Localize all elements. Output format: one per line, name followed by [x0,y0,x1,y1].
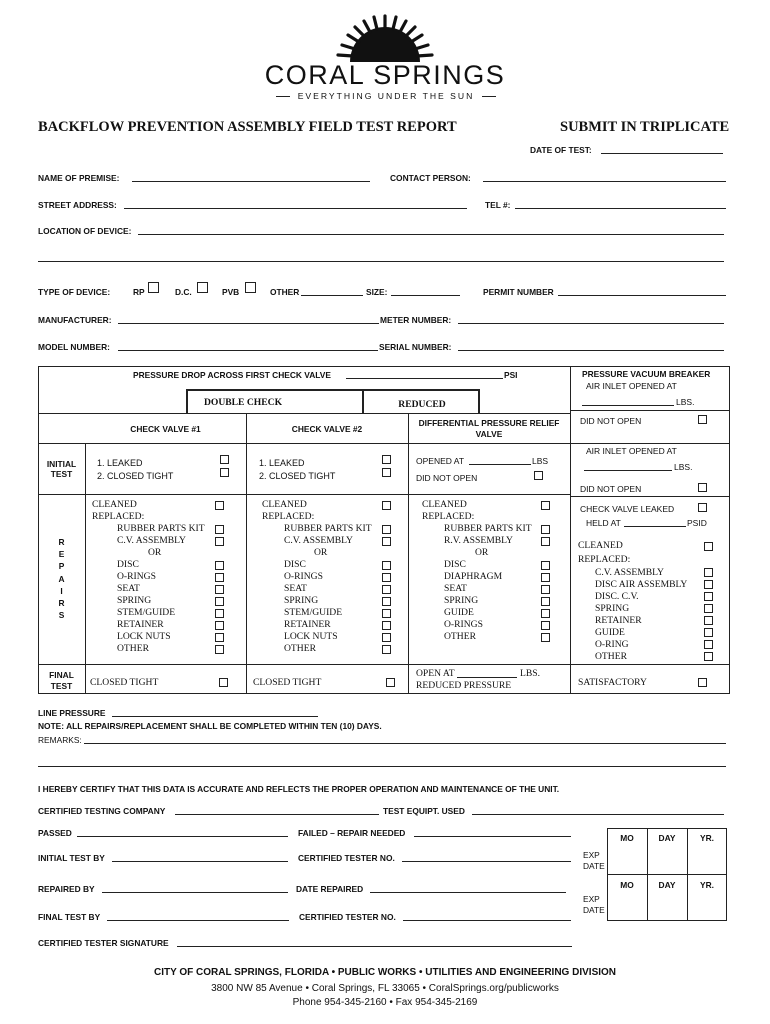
psi-label: PSI [504,370,518,380]
cv2-final-closed-tight-checkbox[interactable] [386,678,395,687]
cv1-retainer-checkbox[interactable] [215,621,224,630]
cv2-other-checkbox[interactable] [382,645,391,654]
cv2-closed-tight-checkbox[interactable] [382,468,391,477]
location-of-device-field-2[interactable] [38,261,724,262]
diff-relief-header-2: VALVE [475,429,503,439]
cv2-replaced-label: REPLACED: [262,511,315,522]
rv-diaphragm-label: DIAPHRAGM [444,571,503,582]
rv-disc-label: DISC [444,559,466,570]
cv2-orings-checkbox[interactable] [382,573,391,582]
cv2-stem-checkbox[interactable] [382,609,391,618]
cv1-seat-checkbox[interactable] [215,585,224,594]
footer-city: CITY OF CORAL SPRINGS, FLORIDA • PUBLIC WORKS • UTILITIES AND ENGINEERING DIVISION [153,967,617,978]
pvb-satisfactory-label: SATISFACTORY [578,677,647,688]
final-test-by-field[interactable] [107,920,289,921]
cv2-cleaned-label: CLEANED [262,499,307,510]
pvb-retainer-checkbox[interactable] [704,616,713,625]
pvb-did-not-open-2-checkbox[interactable] [698,483,707,492]
cv1-disc-label: DISC [117,559,139,570]
pvb-did-not-open-2-label: DID NOT OPEN [580,484,642,494]
pvb-disc-air-label: DISC AIR ASSEMBLY [595,579,688,590]
rv-did-not-open-label: DID NOT OPEN [416,473,478,483]
day-header-2: DAY [658,880,676,890]
pvb-title: PRESSURE VACUUM BREAKER [582,369,711,379]
tester-signature-label: CERTIFIED TESTER SIGNATURE [38,938,169,948]
serial-number-field[interactable] [458,350,724,351]
permit-number-label: PERMIT NUMBER [483,287,554,297]
cv2-cv-assembly-checkbox[interactable] [382,537,391,546]
pvb-held-at-label: HELD AT [586,518,621,528]
exp-date-label-2: DATE [583,905,605,915]
pvb-spring-label: SPRING [595,603,630,614]
cv2-spring-checkbox[interactable] [382,597,391,606]
cv2-seat-checkbox[interactable] [382,585,391,594]
certified-tester-no-2-field[interactable] [403,920,571,921]
cv2-disc-label: DISC [284,559,306,570]
rv-diaphragm-checkbox[interactable] [541,573,550,582]
certify-statement: I HEREBY CERTIFY THAT THIS DATA IS ACCURATE AND REFLECTS THE PROPER OPERATION AND MAINTENANCE OF THE UNIT. [38,784,560,794]
pvb-lbs-label: LBS. [676,397,695,407]
repaired-by-field[interactable] [102,892,288,893]
certified-tester-no-field[interactable] [402,861,571,862]
pvb-checkbox[interactable] [245,282,256,293]
serial-number-label: SERIAL NUMBER: [379,342,452,352]
pvb-air-inlet-2-field[interactable] [584,470,672,471]
exp-label-1: EXP [583,850,600,860]
rv-lbs-label: LBS [532,456,549,466]
cv2-cleaned-checkbox[interactable] [382,501,391,510]
rv-other-label: OTHER [444,631,476,642]
pvb-guide-label: GUIDE [595,627,625,638]
initial-test-by-label: INITIAL TEST BY [38,853,105,863]
initial-test-by-field[interactable] [112,861,288,862]
cv1-locknuts-label: LOCK NUTS [117,631,171,642]
final-test-by-label: FINAL TEST BY [38,912,101,922]
failed-label: FAILED – REPAIR NEEDED [298,828,406,838]
logo-name: CORAL SPRINGS [264,60,506,90]
cv2-rubber-kit-label: RUBBER PARTS KIT [284,523,372,534]
cv1-closed-tight-label: 2. CLOSED TIGHT [97,471,174,481]
cv1-final-closed-tight-checkbox[interactable] [219,678,228,687]
pressure-drop-label: PRESSURE DROP ACROSS FIRST CHECK VALVE [133,370,331,380]
rv-orings-label: O-RINGS [444,619,483,630]
yr-header-1: YR. [700,833,714,843]
exp-date-label-1: DATE [583,861,605,871]
test-equipt-label: TEST EQUIPT. USED [383,806,465,816]
cv2-rubber-kit-checkbox[interactable] [382,525,391,534]
pvb-cleaned-label: CLEANED [578,540,623,551]
other-label: OTHER [270,287,300,297]
test-label: TEST [50,469,73,479]
test-equipt-field[interactable] [472,814,724,815]
pvb-lbs-2-label: LBS. [674,462,693,472]
date-of-test-field[interactable] [601,153,723,154]
cv1-leaked-checkbox[interactable] [220,455,229,464]
cv2-or-label: OR [314,547,328,558]
failed-field[interactable] [414,836,571,837]
page-title: BACKFLOW PREVENTION ASSEMBLY FIELD TEST REPORT [38,119,457,135]
contact-person-field[interactable] [483,181,726,182]
street-address-field[interactable] [124,208,467,209]
rv-spring-label: SPRING [444,595,479,606]
cv2-spring-label: SPRING [284,595,319,606]
cv1-or-label: OR [148,547,162,558]
rv-seat-label: SEAT [444,583,467,594]
certified-company-field[interactable] [175,814,379,815]
rv-guide-checkbox[interactable] [541,609,550,618]
rv-replaced-label: REPLACED: [422,511,475,522]
repairs-vertical-label: R E P A I R S [58,537,65,621]
rv-rv-assembly-label: R.V. ASSEMBLY [444,535,513,546]
cv2-disc-checkbox[interactable] [382,561,391,570]
cv1-final-closed-tight-label: CLOSED TIGHT [90,677,159,688]
pvb-disc-cv-label: DISC. C.V. [595,591,639,602]
cv1-locknuts-checkbox[interactable] [215,633,224,642]
rv-seat-checkbox[interactable] [541,585,550,594]
cv2-leaked-checkbox[interactable] [382,455,391,464]
rv-rubber-kit-label: RUBBER PARTS KIT [444,523,532,534]
cv2-retainer-label: RETAINER [284,619,331,630]
remarks-label-text: REMARKS: [38,735,82,745]
location-of-device-field[interactable] [138,234,724,235]
cv2-orings-label: O-RINGS [284,571,323,582]
pvb-disc-air-checkbox[interactable] [704,580,713,589]
pvb-did-not-open-label: DID NOT OPEN [580,416,642,426]
date-of-test-label: DATE OF TEST: [530,145,592,155]
cv2-locknuts-label: LOCK NUTS [284,631,338,642]
pressure-drop-field[interactable] [346,378,503,379]
rv-rv-assembly-checkbox[interactable] [541,537,550,546]
cv1-rubber-kit-checkbox[interactable] [215,525,224,534]
pvb-check-valve-leaked-label: CHECK VALVE LEAKED [580,504,675,514]
rv-final-open-at-field[interactable] [457,677,517,678]
dc-checkbox[interactable] [197,282,208,293]
other-field[interactable] [301,295,363,296]
model-number-label: MODEL NUMBER: [38,342,110,352]
rp-checkbox[interactable] [148,282,159,293]
footer-phone: Phone 954-345-2160 • Fax 954-345-2169 [292,997,478,1008]
rv-cleaned-label: CLEANED [422,499,467,510]
pvb-guide-checkbox[interactable] [704,628,713,637]
line-pressure-label: LINE PRESSURE [38,708,106,718]
pvb-air-inlet-label: AIR INLET OPENED AT [586,381,677,391]
date-repaired-field[interactable] [370,892,566,893]
check-valve-1-header: CHECK VALVE #1 [130,424,201,434]
pvb-air-inlet-2-label: AIR INLET OPENED AT [586,446,677,456]
cv1-cv-assembly-label: C.V. ASSEMBLY [117,535,186,546]
cv1-retainer-label: RETAINER [117,619,164,630]
exp-label-2: EXP [583,894,600,904]
meter-number-field[interactable] [458,323,724,324]
cv1-disc-checkbox[interactable] [215,561,224,570]
pvb-retainer-label: RETAINER [595,615,642,626]
pvb-cleaned-checkbox[interactable] [704,542,713,551]
dc-label: D.C. [175,287,192,297]
mo-header-1: MO [620,833,634,843]
pvb-other-checkbox[interactable] [704,652,713,661]
yr-header-2: YR. [700,880,714,890]
cv2-seat-label: SEAT [284,583,307,594]
rv-orings-checkbox[interactable] [541,621,550,630]
rp-label: RP [133,287,145,297]
cv1-replaced-label: REPLACED: [92,511,145,522]
certified-tester-no-2-label: CERTIFIED TESTER NO. [299,912,396,922]
rv-rubber-kit-checkbox[interactable] [541,525,550,534]
day-header-1: DAY [658,833,676,843]
pvb-check-valve-leaked-checkbox[interactable] [698,503,707,512]
pvb-label: PVB [222,287,240,297]
remarks-field-2[interactable] [38,766,726,767]
cv1-cleaned-checkbox[interactable] [215,501,224,510]
rv-cleaned-checkbox[interactable] [541,501,550,510]
manufacturer-label: MANUFACTURER: [38,315,112,325]
cv1-closed-tight-checkbox[interactable] [220,468,229,477]
passed-label: PASSED [38,828,72,838]
cv1-cv-assembly-checkbox[interactable] [215,537,224,546]
sun-logo-icon [330,14,440,64]
contact-person-label: CONTACT PERSON: [390,173,471,183]
name-of-premise-label: NAME OF PREMISE: [38,173,120,183]
diff-relief-header: DIFFERENTIAL PRESSURE RELIEF [418,418,560,428]
cv1-cleaned-label: CLEANED [92,499,137,510]
rv-other-checkbox[interactable] [541,633,550,642]
cv1-stem-label: STEM/GUIDE [117,607,176,618]
cv1-spring-label: SPRING [117,595,152,606]
double-check-heading: DOUBLE CHECK [203,397,283,408]
pvb-oring-label: O-RING [595,639,629,650]
tel-field[interactable] [515,208,726,209]
pvb-spring-checkbox[interactable] [704,604,713,613]
pvb-cv-assembly-checkbox[interactable] [704,568,713,577]
logo-tagline: EVERYTHING UNDER THE SUN [297,91,475,101]
cv2-stem-label: STEM/GUIDE [284,607,343,618]
cv1-rubber-kit-label: RUBBER PARTS KIT [117,523,205,534]
cv1-orings-label: O-RINGS [117,571,156,582]
mo-header-2: MO [620,880,634,890]
footer-address: 3800 NW 85 Avenue • Coral Springs, FL 33065 • CoralSprings.org/publicworks [211,983,559,994]
rv-final-reduced-pressure-label: REDUCED PRESSURE [416,680,512,691]
submit-note: SUBMIT IN TRIPLICATE [560,119,730,135]
final-test-label: TEST [50,681,73,691]
cv1-other-checkbox[interactable] [215,645,224,654]
cv2-leaked-label: 1. LEAKED [259,458,305,468]
tester-signature-field[interactable] [177,946,572,947]
repairs-note: NOTE: ALL REPAIRS/REPLACEMENT SHALL BE COMPLETED WITHIN TEN (10) DAYS. [38,721,382,731]
cv2-locknuts-checkbox[interactable] [382,633,391,642]
rv-opened-at-label: OPENED AT [416,456,465,466]
rv-guide-label: GUIDE [444,607,474,618]
permit-number-field[interactable] [558,295,726,296]
date-repaired-label: DATE REPAIRED [296,884,364,894]
cv2-retainer-checkbox[interactable] [382,621,391,630]
rv-final-lbs-label: LBS. [520,668,540,679]
cv1-seat-label: SEAT [117,583,140,594]
size-label: SIZE: [366,287,388,297]
rv-final-open-at-label: OPEN AT [416,668,455,679]
passed-field[interactable] [77,836,288,837]
cv1-spring-checkbox[interactable] [215,597,224,606]
pvb-satisfactory-checkbox[interactable] [698,678,707,687]
location-of-device-label: LOCATION OF DEVICE: [38,226,132,236]
cv2-closed-tight-label: 2. CLOSED TIGHT [259,471,336,481]
model-number-field[interactable] [118,350,378,351]
certified-tester-no-label: CERTIFIED TESTER NO. [298,853,395,863]
size-field[interactable] [391,295,460,296]
cv2-other-label: OTHER [284,643,316,654]
rv-or-label: OR [475,547,489,558]
cv2-cv-assembly-label: C.V. ASSEMBLY [284,535,353,546]
cv2-final-closed-tight-label: CLOSED TIGHT [253,677,322,688]
check-valve-2-header: CHECK VALVE #2 [291,424,363,434]
final-label: FINAL [49,670,74,680]
pvb-air-inlet-field[interactable] [582,405,674,406]
cv1-stem-checkbox[interactable] [215,609,224,618]
rv-disc-checkbox[interactable] [541,561,550,570]
line-pressure-field[interactable] [112,716,318,717]
pvb-cv-assembly-label: C.V. ASSEMBLY [595,567,664,578]
meter-number-label: METER NUMBER: [380,315,452,325]
pvb-oring-checkbox[interactable] [704,640,713,649]
pvb-disc-cv-checkbox[interactable] [704,592,713,601]
cv1-other-label: OTHER [117,643,149,654]
cv1-leaked-label: 1. LEAKED [97,458,143,468]
pvb-replaced-label: REPLACED: [578,554,631,565]
tel-label: TEL #: [485,200,511,210]
pvb-held-at-field[interactable] [624,526,686,527]
pvb-psid-label: PSID [687,518,707,528]
manufacturer-field[interactable] [118,323,379,324]
certified-company-label: CERTIFIED TESTING COMPANY [38,806,166,816]
rv-did-not-open-checkbox[interactable] [534,471,543,480]
street-address-label: STREET ADDRESS: [38,200,117,210]
rv-opened-at-field[interactable] [469,464,531,465]
type-of-device-label: TYPE OF DEVICE: [38,287,111,297]
initial-label: INITIAL [46,459,77,469]
reduced-heading: REDUCED [398,399,446,410]
repaired-by-label: REPAIRED BY [38,884,95,894]
name-of-premise-field[interactable] [132,181,370,182]
cv1-orings-checkbox[interactable] [215,573,224,582]
pvb-did-not-open-checkbox[interactable] [698,415,707,424]
pvb-other-label: OTHER [595,651,627,662]
remarks-field[interactable] [84,743,726,744]
rv-spring-checkbox[interactable] [541,597,550,606]
